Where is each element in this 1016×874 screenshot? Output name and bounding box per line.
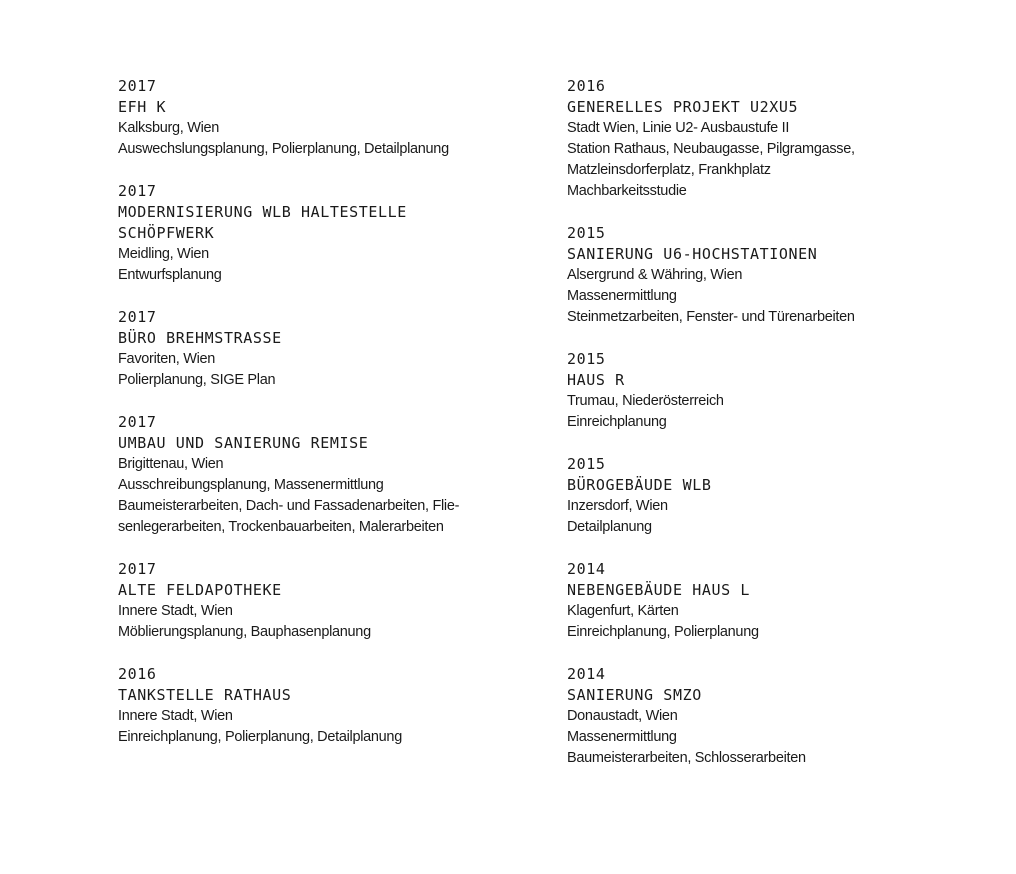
- project-services: Detailplanung: [567, 519, 652, 535]
- project-entry: [118, 664, 538, 748]
- project-location: Inzersdorf, Wien: [567, 498, 668, 514]
- project-year: 2015: [567, 455, 606, 473]
- project-trades: Baumeisterarbeiten, Dach- und Fassadenarbeiten, Flie-: [118, 498, 460, 514]
- project-services: Massenermittlung: [567, 288, 677, 304]
- project-location: Trumau, Niederösterreich: [567, 393, 724, 409]
- project-services: Einreichplanung, Polierplanung, Detailplanung: [118, 729, 402, 745]
- project-entry: [567, 223, 997, 328]
- project-title: NEBENGEBÄUDE HAUS L: [567, 581, 750, 599]
- project-services: Entwurfsplanung: [118, 267, 222, 283]
- project-title-continued: SCHÖPFWERK: [118, 224, 215, 242]
- project-location: Donaustadt, Wien: [567, 708, 678, 724]
- project-title: SANIERUNG SMZO: [567, 686, 702, 704]
- project-services: Auswechslungsplanung, Polierplanung, Detailplanung: [118, 141, 449, 157]
- project-entry: [118, 76, 538, 160]
- project-trades-continued: senlegerarbeiten, Trockenbauarbeiten, Malerarbeiten: [118, 519, 444, 535]
- project-services: Massenermittlung: [567, 729, 677, 745]
- project-location: Brigittenau, Wien: [118, 456, 224, 472]
- project-year: 2017: [118, 77, 157, 95]
- project-title: MODERNISIERUNG WLB HALTESTELLE: [118, 203, 407, 221]
- project-title: SANIERUNG U6-HOCHSTATIONEN: [567, 245, 818, 263]
- project-entry: [567, 664, 997, 769]
- project-year: 2015: [567, 224, 606, 242]
- project-location: Stadt Wien, Linie U2- Ausbaustufe II: [567, 120, 790, 136]
- project-location: Alsergrund & Währing, Wien: [567, 267, 743, 283]
- project-year: 2014: [567, 560, 606, 578]
- project-year: 2015: [567, 350, 606, 368]
- project-location: Kalksburg, Wien: [118, 120, 220, 136]
- project-year: 2016: [567, 77, 606, 95]
- project-location: Meidling, Wien: [118, 246, 209, 262]
- project-services: Polierplanung, SIGE Plan: [118, 372, 276, 388]
- project-services: Einreichplanung, Polierplanung: [567, 624, 759, 640]
- project-services: Machbarkeitsstudie: [567, 183, 687, 199]
- project-entry: [567, 76, 997, 202]
- project-entry: [567, 454, 997, 538]
- project-location: Favoriten, Wien: [118, 351, 216, 367]
- project-title: GENERELLES PROJEKT U2XU5: [567, 98, 799, 116]
- project-entry: [118, 307, 538, 391]
- project-trades: Baumeisterarbeiten, Schlosserarbeiten: [567, 750, 806, 766]
- project-trades: Steinmetzarbeiten, Fenster- und Türenarbeiten: [567, 309, 855, 325]
- project-stations-continued: Matzleinsdorferplatz, Frankhplatz: [567, 162, 771, 178]
- project-entry: [567, 559, 997, 643]
- project-title: HAUS R: [567, 371, 625, 389]
- project-location: Innere Stadt, Wien: [118, 708, 233, 724]
- project-year: 2017: [118, 182, 157, 200]
- project-services: Möblierungsplanung, Bauphasenplanung: [118, 624, 371, 640]
- project-title: ALTE FELDAPOTHEKE: [118, 581, 282, 599]
- project-title: EFH K: [118, 98, 167, 116]
- project-list-left: [118, 76, 538, 769]
- project-entry: [567, 349, 997, 433]
- project-year: 2017: [118, 560, 157, 578]
- project-entry: [118, 559, 538, 643]
- project-title: BÜROGEBÄUDE WLB: [567, 476, 712, 494]
- project-location: Innere Stadt, Wien: [118, 603, 233, 619]
- project-title: TANKSTELLE RATHAUS: [118, 686, 292, 704]
- project-location: Klagenfurt, Kärten: [567, 603, 679, 619]
- project-services: Einreichplanung: [567, 414, 667, 430]
- project-title: UMBAU UND SANIERUNG REMISE: [118, 434, 369, 452]
- project-entry: [118, 181, 538, 286]
- project-year: 2014: [567, 665, 606, 683]
- project-list-right: [567, 76, 997, 790]
- project-year: 2017: [118, 413, 157, 431]
- project-stations: Station Rathaus, Neubaugasse, Pilgramgasse,: [567, 141, 855, 157]
- project-year: 2017: [118, 308, 157, 326]
- project-services: Ausschreibungsplanung, Massenermittlung: [118, 477, 384, 493]
- project-title: BÜRO BREHMSTRASSE: [118, 329, 282, 347]
- project-year: 2016: [118, 665, 157, 683]
- project-entry: [118, 412, 538, 538]
